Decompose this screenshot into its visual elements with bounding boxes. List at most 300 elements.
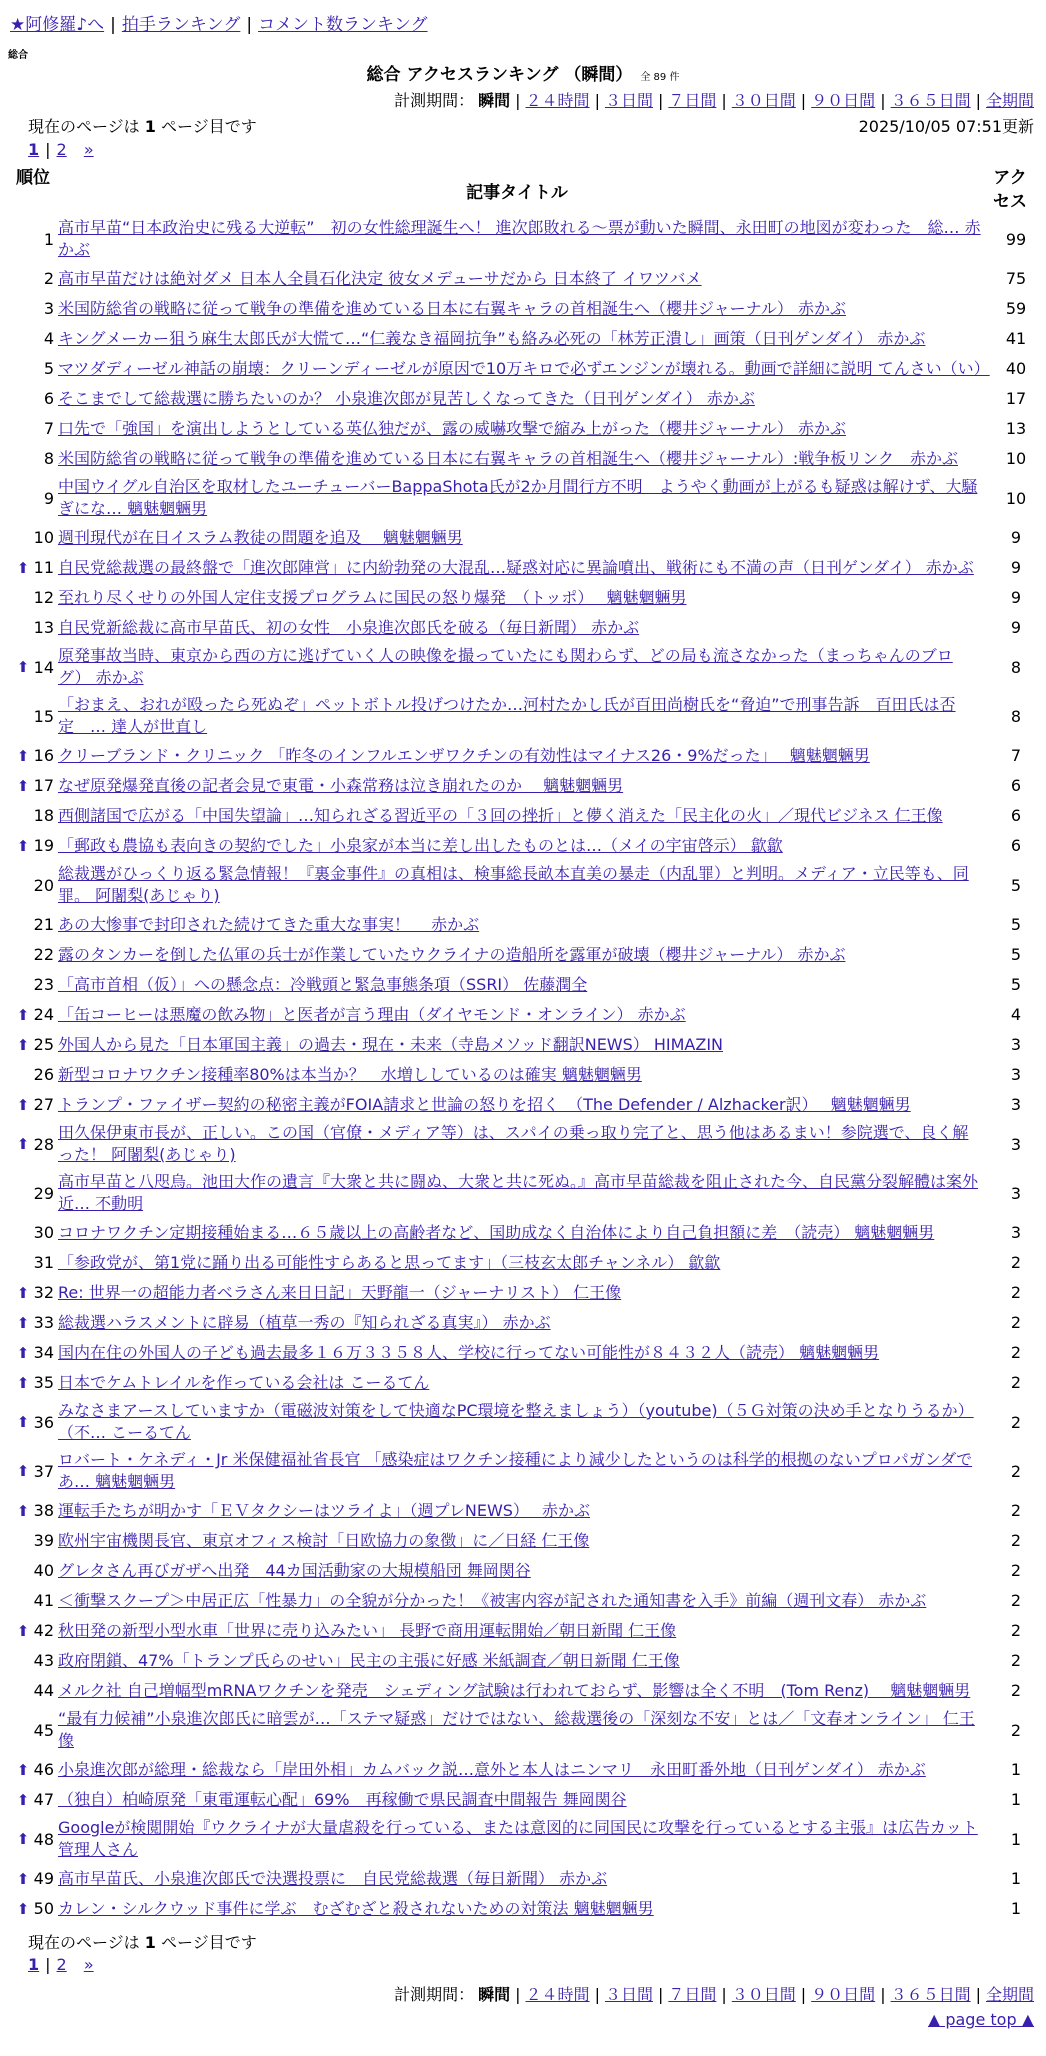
article-title-link[interactable]: 高市早苗氏、小泉進次郎氏で決選投票に 自民党総裁選（毎日新聞） 赤かぶ xyxy=(58,1868,608,1888)
table-row xyxy=(16,1495,1038,1525)
period-separator: | xyxy=(721,1985,727,2004)
article-title-link[interactable]: 外国人から見た「日本軍国主義」の過去・現在・未来（寺島メソッド翻訳NEWS） HIMAZIN xyxy=(58,1034,724,1054)
article-title-link[interactable]: 政府閉鎖、47%「トランプ氏らのせい」民主の主張に好感 米紙調査／朝日新聞 仁王像 xyxy=(58,1650,680,1670)
table-row xyxy=(16,612,1038,642)
period-separator: | xyxy=(975,1985,981,2004)
access-count: 3 xyxy=(1010,1134,1022,1154)
up-arrow-icon: ⬆ xyxy=(16,1313,30,1332)
access-count: 3 xyxy=(1010,1223,1022,1242)
article-title-cell xyxy=(58,1528,994,1554)
table-row xyxy=(16,1089,1038,1119)
article-title-link[interactable]: （独自）柏崎原発「東電運転心配」69% 再稼働で県民調査中間報告 舞岡関谷 xyxy=(58,1789,627,1809)
article-title-cell xyxy=(58,555,994,581)
table-row xyxy=(16,383,1038,413)
article-title-link[interactable]: キングメーカー狙う麻生太郎氏が大慌て…“仁義なき福岡抗争”も絡み必死の「林芳正潰し」画策（日刊ゲンダイ） 赤かぶ xyxy=(58,328,926,348)
article-title-cell xyxy=(58,1558,994,1584)
table-row xyxy=(16,939,1038,969)
up-arrow-icon: ⬆ xyxy=(16,1899,30,1918)
period-option[interactable]: ３日間 xyxy=(604,91,653,110)
access-count: 2 xyxy=(1010,1651,1022,1670)
article-title-cell xyxy=(58,1220,994,1246)
period-option[interactable]: ９０日間 xyxy=(811,1985,876,2004)
up-arrow-icon: ⬆ xyxy=(16,1135,30,1153)
access-count: 2 xyxy=(1010,1343,1022,1362)
access-count: 1 xyxy=(1010,1790,1022,1809)
article-title-cell xyxy=(58,773,994,799)
article-title-link[interactable]: カレン・シルクウッド事件に学ぶ むざむざと殺されないための対策法 魑魅魍魎男 xyxy=(58,1898,654,1918)
up-arrow-icon: ⬆ xyxy=(16,1095,30,1114)
up-arrow-icon: ⬆ xyxy=(16,746,30,765)
article-title-link[interactable]: 高市早苗“日本政治史に残る大逆転” 初の女性総理誕生へ！ 進次郎敗れる〜票が動いた瞬間、永田町の地図が変わった 総… 赤かぶ xyxy=(58,218,981,259)
access-count: 17 xyxy=(1005,389,1027,408)
article-title-cell xyxy=(58,1280,994,1306)
article-title-cell xyxy=(58,1398,994,1446)
article-title-cell xyxy=(58,585,994,611)
article-title-link[interactable]: 「高市首相（仮）」への懸念点：冷戦頭と緊急事態条項（SSRI） 佐藤潤全 xyxy=(58,974,588,994)
table-row xyxy=(16,1863,1038,1893)
rank-number: 26 xyxy=(33,1065,54,1084)
period-option: 瞬間 xyxy=(478,1985,511,2004)
access-count: 9 xyxy=(1010,558,1022,577)
access-count: 1 xyxy=(1010,1869,1022,1888)
table-row xyxy=(16,1525,1038,1555)
period-label: 計測期間： xyxy=(394,1985,475,2004)
up-arrow-icon: ⬆ xyxy=(16,1621,30,1640)
article-title-link[interactable]: クリーブランド・クリニック 「昨冬のインフルエンザワクチンの有効性はマイナス26・9%だった」 魑魅魍魎男 xyxy=(58,745,870,765)
access-count: 6 xyxy=(1010,806,1022,825)
period-separator: | xyxy=(657,91,664,110)
table-row xyxy=(16,1754,1038,1784)
table-row xyxy=(16,1029,1038,1059)
rank-number: 16 xyxy=(33,746,54,765)
nav-separator: | xyxy=(110,15,116,35)
article-title-link[interactable]: 西側諸国で広がる「中国失望論」…知られざる習近平の「３回の挫折」と儚く消えた「民主化の火」／現代ビジネス 仁王像 xyxy=(58,805,943,825)
up-arrow-icon: ⬆ xyxy=(16,836,30,855)
table-row xyxy=(16,522,1038,552)
nav-separator: | xyxy=(246,15,253,35)
article-title-link[interactable]: 口先で「強国」を演出しようとしている英仏独だが、露の威嚇攻撃で縮み上がった（櫻井ジャーナル） 赤かぶ xyxy=(58,418,846,438)
article-title-cell xyxy=(58,1498,994,1524)
access-count: 2 xyxy=(1010,1531,1022,1550)
table-row xyxy=(16,1059,1038,1089)
article-title-link[interactable]: 自民党総裁選の最終盤で「進次郎陣営」に内紛勃発の大混乱…疑惑対応に異論噴出、戦術にも不満の声（日刊ゲンダイ） 赤かぶ xyxy=(58,557,974,577)
table-row xyxy=(16,909,1038,939)
article-title-link[interactable]: そこまでして総裁選に勝ちたいのか？ 小泉進次郎が見苦しくなってきた（日刊ゲンダイ） 赤かぶ xyxy=(58,388,755,408)
access-count: 2 xyxy=(1010,1253,1022,1272)
rank-number: 31 xyxy=(33,1253,54,1272)
ranking-rows xyxy=(16,214,1038,1923)
access-count: 59 xyxy=(1005,299,1027,318)
article-title-link[interactable]: 小泉進次郎が総理・総裁なら「岸田外相」カムバック説…意外と本人はニンマリ 永田町番外地（日刊ゲンダイ） 赤かぶ xyxy=(58,1759,926,1779)
access-count: 2 xyxy=(1010,1720,1022,1740)
period-separator: | xyxy=(975,91,981,110)
rank-number: 22 xyxy=(33,945,54,964)
article-title-cell xyxy=(58,1032,994,1058)
article-title-cell xyxy=(58,296,994,322)
rank-number: 25 xyxy=(33,1035,54,1054)
article-title-link[interactable]: 高市早苗と八咫烏。池田大作の遺言『大衆と共に闘ぬ、大衆と共に死ぬ。』高市早苗総裁を阻止された今、自民黨分裂解體は案外近… 不動明 xyxy=(58,1172,979,1213)
article-title-link[interactable]: 米国防総省の戦略に従って戦争の準備を進めている日本に右翼キャラの首相誕生へ（櫻井ジャーナル） 赤かぶ xyxy=(58,298,846,318)
period-option[interactable]: ７日間 xyxy=(668,91,717,110)
rank-number: 21 xyxy=(33,915,54,934)
article-title-cell xyxy=(58,692,994,740)
rank-number: 33 xyxy=(33,1313,54,1332)
up-arrow-icon: ⬆ xyxy=(16,1830,30,1848)
access-count: 5 xyxy=(1010,945,1022,964)
access-count: 75 xyxy=(1005,269,1027,288)
pager-top xyxy=(28,140,94,159)
article-title-cell xyxy=(58,1648,994,1674)
article-title-cell xyxy=(58,1370,994,1396)
page-2-link[interactable]: 2 xyxy=(56,1955,67,1974)
article-title-link[interactable]: 原発事故当時、東京から西の方に逃げていく人の映像を撮っていたにも関わらず、どの局も流さなかった（まっちゃんのブログ） 赤かぶ xyxy=(58,646,953,687)
pager-gap xyxy=(73,1955,78,1974)
category-label: 総合 xyxy=(8,50,28,61)
article-title-cell xyxy=(58,525,994,551)
period-separator: | xyxy=(594,1985,600,2004)
rank-number: 29 xyxy=(33,1183,54,1203)
table-row xyxy=(16,1814,1038,1863)
updated-timestamp: 2025/10/05 07:51更新 xyxy=(858,117,1034,136)
rank-number: 43 xyxy=(33,1651,54,1670)
table-row xyxy=(16,1277,1038,1307)
article-title-link[interactable]: なぜ原発爆発直後の記者会見で東電・小森常務は泣き崩れたのか 魑魅魍魎男 xyxy=(58,775,624,795)
page-1-link[interactable]: 1 xyxy=(28,1955,40,1974)
article-title-cell xyxy=(58,643,994,691)
article-title-link[interactable]: 露のタンカーを倒した仏軍の兵士が作業していたウクライナの造船所を露軍が破壊（櫻井ジャーナル） 赤かぶ xyxy=(58,944,846,964)
period-selector-bottom xyxy=(394,1982,1034,2005)
article-title-cell xyxy=(58,833,994,859)
period-option[interactable]: ３６５日間 xyxy=(890,91,971,110)
table-row xyxy=(16,214,1038,263)
article-title-link[interactable]: ロバート・ケネディ・Jr 米保健福祉省長官 「感染症はワクチン接種により減少したというのは科学的根拠のないプロパガンダであ… 魑魅魍魎男 xyxy=(58,1450,973,1491)
article-title-cell xyxy=(58,386,994,412)
ranking-title-text: 総合 アクセスランキング （瞬間） xyxy=(366,65,633,85)
table-row xyxy=(16,1307,1038,1337)
table-row xyxy=(16,740,1038,770)
table-row xyxy=(16,552,1038,582)
period-option[interactable]: 全期間 xyxy=(985,1985,1034,2004)
up-arrow-icon: ⬆ xyxy=(16,1869,30,1888)
home-link[interactable]: ★阿修羅♪へ xyxy=(10,15,105,35)
article-title-cell xyxy=(58,1310,994,1336)
rank-number: 19 xyxy=(33,836,54,855)
access-count: 1 xyxy=(1010,1899,1022,1918)
period-option[interactable]: ３０日間 xyxy=(731,91,796,110)
table-row xyxy=(16,323,1038,353)
article-title-link[interactable]: マツダディーゼル神話の崩壊：クリーンディーゼルが原因で10万キロで必ずエンジンが壊れる。動画で詳細に説明 てんさい（い） xyxy=(58,358,990,378)
article-title-cell xyxy=(58,215,994,263)
access-count: 3 xyxy=(1010,1065,1022,1084)
rank-number: 7 xyxy=(43,419,54,438)
article-title-link[interactable]: みなさまアースしていますか（電磁波対策をして快適なPC環境を整えましょう）（youtube)（５Ｇ対策の決め手となりうるか）（不… こーるてん xyxy=(58,1401,974,1442)
article-title-link[interactable]: あの大惨事で封印された続けてきた重大な事実！ 赤かぶ xyxy=(58,914,480,934)
rank-number: 48 xyxy=(33,1829,54,1849)
up-arrow-icon: ⬆ xyxy=(16,558,30,577)
article-title-cell xyxy=(58,1815,994,1863)
article-title-cell xyxy=(58,1757,994,1783)
article-title-link[interactable]: 運転手たちが明かす「ＥＶタクシーはツライよ」（週プレNEWS） 赤かぶ xyxy=(58,1500,591,1520)
applause-ranking-link[interactable]: 拍手ランキング xyxy=(121,15,241,35)
table-row xyxy=(16,413,1038,443)
up-arrow-icon: ⬆ xyxy=(16,1283,30,1302)
rank-number: 28 xyxy=(33,1134,54,1154)
next-page-link[interactable]: » xyxy=(83,140,94,159)
rank-number: 23 xyxy=(33,975,54,994)
article-title-cell xyxy=(58,942,994,968)
rank-number: 36 xyxy=(33,1412,54,1432)
rank-number: 14 xyxy=(33,657,54,677)
rank-number: 15 xyxy=(33,706,54,726)
article-title-cell xyxy=(58,803,994,829)
table-row xyxy=(16,1585,1038,1615)
top-nav xyxy=(10,10,428,35)
table-row xyxy=(16,860,1038,909)
period-separator: | xyxy=(800,91,807,110)
access-count: 9 xyxy=(1010,618,1022,637)
access-count: 2 xyxy=(1010,1561,1022,1580)
access-count: 6 xyxy=(1010,836,1022,855)
period-separator: | xyxy=(880,1985,886,2004)
period-separator: | xyxy=(721,91,727,110)
rank-column-header xyxy=(16,166,50,190)
access-count: 40 xyxy=(1005,359,1027,378)
access-count: 6 xyxy=(1010,776,1022,795)
article-title-link[interactable]: グレタさん再びガザへ出発 44カ国活動家の大規模船団 舞岡関谷 xyxy=(58,1560,531,1580)
period-option[interactable]: ３６５日間 xyxy=(890,1985,971,2004)
period-option[interactable]: ２４時間 xyxy=(525,1985,590,2004)
access-count: 10 xyxy=(1005,449,1027,468)
access-count: 1 xyxy=(1010,1829,1022,1849)
period-separator: | xyxy=(594,91,600,110)
access-count: 2 xyxy=(1010,1283,1022,1302)
table-header xyxy=(16,164,1038,214)
period-separator: | xyxy=(515,1985,521,2004)
table-row xyxy=(16,1555,1038,1585)
period-option[interactable]: ７日間 xyxy=(668,1985,717,2004)
article-title-link[interactable]: “最有力候補”小泉進次郎氏に暗雲が…「ステマ疑惑」だけではない、総裁選後の「深刻な不安」とは／「文春オンライン」 仁王像 xyxy=(58,1709,975,1750)
table-row xyxy=(16,1217,1038,1247)
up-arrow-icon: ⬆ xyxy=(16,1501,30,1520)
rank-number: 9 xyxy=(43,488,54,508)
rank-number: 18 xyxy=(33,806,54,825)
table-row xyxy=(16,1615,1038,1645)
period-option[interactable]: ３０日間 xyxy=(731,1985,796,2004)
article-title-link[interactable]: 日本でケムトレイルを作っている会社は こーるてん xyxy=(58,1372,430,1392)
access-count: 7 xyxy=(1010,746,1022,765)
article-title-link[interactable]: ＜衝撃スクープ＞中居正広「性暴力」の全貌が分かった！《被害内容が記された通知書を入手》前編（週刊文春） 赤かぶ xyxy=(58,1590,927,1610)
article-title-link[interactable]: Googleが検閲開始『ウクライナが大量虐殺を行っている、または意図的に同国民に攻撃を行っているとする主張』は広告カット 管理人さん xyxy=(58,1818,978,1859)
article-title-cell xyxy=(58,912,994,938)
rank-number: 45 xyxy=(33,1720,54,1740)
article-title-cell xyxy=(58,266,994,292)
rank-number: 49 xyxy=(33,1869,54,1888)
page-info-prefix: 現在のページは xyxy=(28,117,145,136)
total-count: 全 89 件 xyxy=(640,72,680,83)
page-info-number: 1 xyxy=(144,1933,156,1952)
article-title-link[interactable]: 国内在住の外国人の子ども過去最多１６万３３５８人、学校に行ってない可能性が８４３２人（読売） 魑魅魍魎男 xyxy=(58,1342,880,1362)
article-title-link[interactable]: 至れり尽くせりの外国人定住支援プログラムに国民の怒り爆発 （トッポ） 魑魅魍魎男 xyxy=(58,587,687,607)
article-title-link[interactable]: 総裁選ハラスメントに辟易（植草一秀の『知られざる真実』） 赤かぶ xyxy=(58,1312,551,1332)
page-top-link[interactable]: ▲ page top ▲ xyxy=(927,2010,1034,2029)
article-title-link[interactable]: 総裁選がひっくり返る緊急情報！『裏金事件』の真相は、検事総長畝本直美の暴走（内乱罪）と判明。メディア・立民等も、同罪。 阿闍梨(あじゃり) xyxy=(58,864,969,905)
article-title-link[interactable]: 「参政党が、第1党に踊り出る可能性すらあると思ってます」（三枝玄太郎チャンネル） 歙歙 xyxy=(58,1252,721,1272)
access-count: 9 xyxy=(1010,528,1022,547)
table-row xyxy=(16,473,1038,522)
up-arrow-icon: ⬆ xyxy=(16,1035,30,1054)
next-page-link[interactable]: » xyxy=(83,1955,94,1974)
rank-number: 37 xyxy=(33,1461,54,1481)
title-column-header: 記事タイトル xyxy=(466,183,568,203)
rank-number: 1 xyxy=(43,229,54,249)
access-count: 3 xyxy=(1010,1035,1022,1054)
article-title-cell xyxy=(58,1120,994,1168)
table-row xyxy=(16,969,1038,999)
rank-number: 20 xyxy=(33,875,54,895)
rank-number: 2 xyxy=(43,269,54,288)
article-title-cell xyxy=(58,1447,994,1495)
up-arrow-icon: ⬆ xyxy=(16,1760,30,1779)
table-row xyxy=(16,800,1038,830)
page-info-number: 1 xyxy=(144,117,156,136)
period-separator: | xyxy=(800,1985,807,2004)
table-row xyxy=(16,353,1038,383)
table-row xyxy=(16,1397,1038,1446)
rank-number: 6 xyxy=(43,389,54,408)
rank-number: 40 xyxy=(33,1561,54,1580)
table-row xyxy=(16,770,1038,800)
article-title-cell xyxy=(58,1896,994,1922)
article-title-cell xyxy=(58,446,994,472)
up-arrow-icon: ⬆ xyxy=(16,1373,30,1392)
rank-number: 47 xyxy=(33,1790,54,1809)
rank-number: 41 xyxy=(33,1591,54,1610)
article-title-cell xyxy=(58,1787,994,1813)
page-info-suffix: ページ目です xyxy=(155,117,257,136)
article-title-cell xyxy=(58,1866,994,1892)
rank-number: 50 xyxy=(33,1899,54,1918)
access-count: 2 xyxy=(1010,1373,1022,1392)
article-title-cell xyxy=(58,474,994,522)
rank-number: 39 xyxy=(33,1531,54,1550)
table-row xyxy=(16,642,1038,691)
access-count: 1 xyxy=(1010,1760,1022,1779)
rank-number: 12 xyxy=(33,588,54,607)
table-row xyxy=(16,1705,1038,1754)
article-title-link[interactable]: 中国ウイグル自治区を取材したユーチューバーBappaShota氏が2か月間行方不明 ようやく動画が上がるも疑惑は解けず、大騒ぎにな… 魑魅魍魎男 xyxy=(58,477,978,518)
article-title-link[interactable]: 米国防総省の戦略に従って戦争の準備を進めている日本に右翼キャラの首相誕生へ（櫻井ジャーナル）:戦争板リンク 赤かぶ xyxy=(58,448,958,468)
table-row xyxy=(16,691,1038,740)
ranking-title xyxy=(0,60,1046,85)
period-option[interactable]: ９０日間 xyxy=(811,91,876,110)
article-title-link[interactable]: 秋田発の新型小型水車「世界に売り込みたい」 長野で商用運転開始／朝日新聞 仁王像 xyxy=(58,1620,677,1640)
rank-number: 13 xyxy=(33,618,54,637)
article-title-cell xyxy=(58,743,994,769)
access-count: 9 xyxy=(1010,588,1022,607)
access-count: 8 xyxy=(1010,657,1022,677)
article-title-cell xyxy=(58,615,994,641)
access-count: 5 xyxy=(1010,915,1022,934)
up-arrow-icon: ⬆ xyxy=(16,1413,30,1431)
comment-ranking-link[interactable]: コメント数ランキング xyxy=(258,15,428,35)
article-title-cell xyxy=(58,1092,994,1118)
article-title-cell xyxy=(58,326,994,352)
article-title-link[interactable]: トランプ・ファイザー契約の秘密主義がFOIA請求と世論の怒りを招く （The Defender / Alzhacker訳） 魑魅魍魎男 xyxy=(58,1094,911,1114)
table-row xyxy=(16,1893,1038,1923)
period-separator: | xyxy=(880,91,886,110)
rank-number: 42 xyxy=(33,1621,54,1640)
period-option[interactable]: ２４時間 xyxy=(525,91,590,110)
article-title-cell xyxy=(58,1588,994,1614)
article-title-link[interactable]: 田久保伊東市長が、正しい。この国（官僚・メディア等）は、スパイの乗っ取り完了と、思う他はあるまい！参院選で、良く解った！ 阿闍梨(あじゃり) xyxy=(58,1123,969,1164)
access-count: 2 xyxy=(1010,1501,1022,1520)
article-title-link[interactable]: メルク社 自己増幅型mRNAワクチンを発売 シェディング試験は行われておらず、影響は全く不明 (Tom Renz) 魑魅魍魎男 xyxy=(58,1680,971,1700)
rank-number: 24 xyxy=(33,1005,54,1024)
page-info-suffix: ページ目です xyxy=(155,1933,257,1952)
period-option[interactable]: ３日間 xyxy=(604,1985,653,2004)
table-row xyxy=(16,1446,1038,1495)
article-title-cell xyxy=(58,1618,994,1644)
article-title-cell xyxy=(58,1678,994,1704)
up-arrow-icon: ⬆ xyxy=(16,658,30,676)
article-title-link[interactable]: 新型コロナワクチン接種率80%は本当か？ 水増ししているのは確実 魑魅魍魎男 xyxy=(58,1064,642,1084)
access-count: 8 xyxy=(1010,706,1022,726)
rank-header-text: 順位 xyxy=(16,168,50,188)
table-row xyxy=(16,1337,1038,1367)
period-option[interactable]: 全期間 xyxy=(985,91,1034,110)
article-title-link[interactable]: 欧州宇宙機関長官、東京オフィス検討「日欧協力の象徴」に／日経 仁王像 xyxy=(58,1530,590,1550)
article-title-link[interactable]: 「郵政も農協も表向きの契約でした」小泉家が本当に差し出したものとは…（メイの宇宙啓示） 歙歙 xyxy=(58,835,783,855)
rank-number: 35 xyxy=(33,1373,54,1392)
up-arrow-icon: ⬆ xyxy=(16,1005,30,1024)
count-header-text: アク セス xyxy=(993,168,1027,212)
article-title-link[interactable]: 高市早苗だけは絶対ダメ 日本人全員石化決定 彼女メデューサだから 日本終了 イワツバメ xyxy=(58,268,702,288)
access-count: 99 xyxy=(1005,229,1027,249)
period-separator: | xyxy=(515,91,521,110)
pager-separator: | xyxy=(45,140,51,159)
access-count: 2 xyxy=(1010,1681,1022,1700)
rank-number: 44 xyxy=(33,1681,54,1700)
article-title-link[interactable]: 週刊現代が在日イスラム教徒の問題を追及 魑魅魍魎男 xyxy=(58,527,463,547)
article-title-cell xyxy=(58,1169,994,1217)
table-row xyxy=(16,293,1038,323)
article-title-link[interactable]: Re: 世界一の超能力者ベラさん来日日記」天野龍一（ジャーナリスト） 仁王像 xyxy=(58,1282,622,1302)
article-title-link[interactable]: 「缶コーヒーは悪魔の飲み物」と医者が言う理由（ダイヤモンド・オンライン） 赤かぶ xyxy=(58,1004,686,1024)
article-title-link[interactable]: 自民党新総裁に高市早苗氏、初の女性 小泉進次郎氏を破る（毎日新聞） 赤かぶ xyxy=(58,617,640,637)
access-count: 2 xyxy=(1010,1591,1022,1610)
article-title-cell xyxy=(58,416,994,442)
pager-gap xyxy=(73,140,78,159)
table-row xyxy=(16,443,1038,473)
rank-number: 17 xyxy=(33,776,54,795)
article-title-link[interactable]: 「おまえ、おれが殴ったら死ぬぞ」ペットボトル投げつけたか…河村たかし氏が百田尚樹氏を“脅迫”で刑事告訴 百田氏は否定 … 達人が世直し xyxy=(58,695,956,736)
table-row xyxy=(16,1119,1038,1168)
period-option: 瞬間 xyxy=(478,91,511,110)
access-count: 5 xyxy=(1010,975,1022,994)
access-count: 41 xyxy=(1005,329,1027,348)
access-count: 2 xyxy=(1010,1412,1022,1432)
page-2-link[interactable]: 2 xyxy=(56,140,67,159)
article-title-link[interactable]: コロナワクチン定期接種始まる…６５歳以上の高齢者など、国助成なく自治体により自己負担額に差 （読売） 魑魅魍魎男 xyxy=(58,1222,935,1242)
article-title-cell xyxy=(58,1002,994,1028)
access-count: 2 xyxy=(1010,1461,1022,1481)
page-1-link[interactable]: 1 xyxy=(28,140,40,159)
rank-number: 11 xyxy=(33,558,54,577)
up-arrow-icon: ⬆ xyxy=(16,776,30,795)
pager-bottom xyxy=(28,1955,94,1974)
access-count: 2 xyxy=(1010,1313,1022,1332)
page-info-top xyxy=(28,114,257,137)
